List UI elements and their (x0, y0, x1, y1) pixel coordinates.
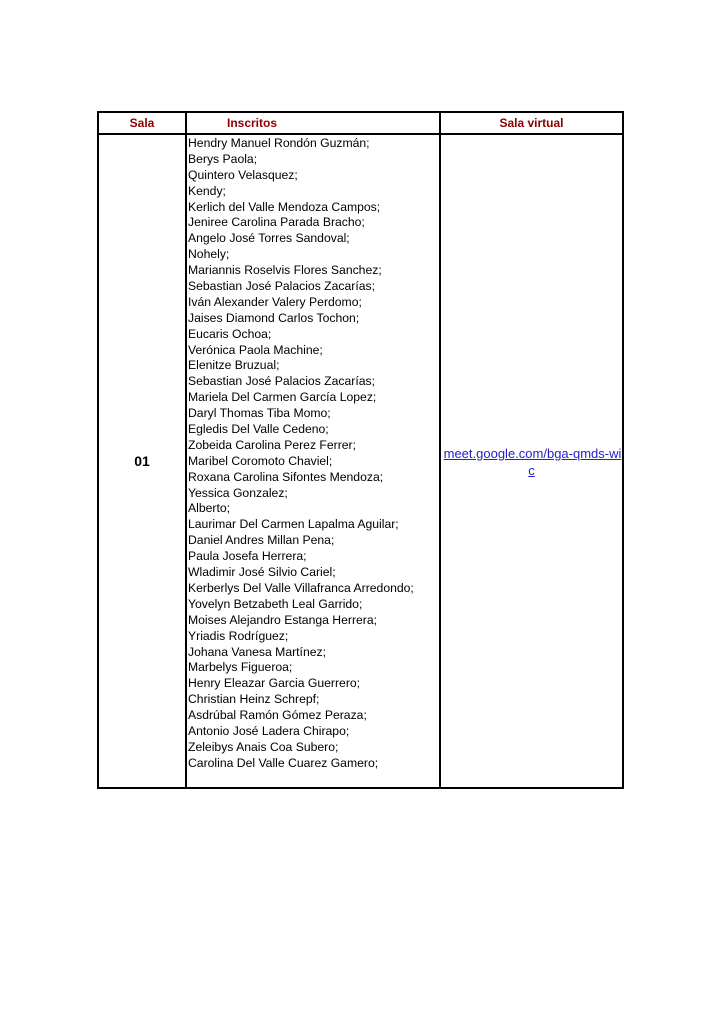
list-item: Berys Paola; (188, 151, 258, 166)
header-row (98, 112, 623, 134)
list-item: Carolina Del Valle Cuarez Gamero; (188, 755, 379, 770)
meet-link-continued[interactable]: c (528, 463, 535, 478)
list-item: Johana Vanesa Martínez; (188, 644, 326, 659)
list-item: Roxana Carolina Sifontes Mendoza; (188, 469, 384, 484)
meet-link[interactable]: meet.google.com/bga-qmds-wi (443, 446, 622, 461)
list-item: Yriadis Rodríguez; (188, 628, 289, 643)
inscritos-cell (186, 134, 440, 788)
list-item: Jaises Diamond Carlos Tochon; (188, 310, 360, 325)
list-item: Angelo José Torres Sandoval; (188, 231, 350, 246)
table-row (98, 134, 623, 788)
list-item: Iván Alexander Valery Perdomo; (188, 294, 362, 309)
list-item: Moises Alejandro Estanga Herrera; (188, 612, 378, 627)
header-inscritos (186, 112, 440, 134)
list-item: Kerlich del Valle Mendoza Campos; (188, 199, 381, 214)
table-body (98, 134, 623, 788)
list-item: Asdrúbal Ramón Gómez Peraza; (188, 708, 367, 723)
list-item: Elenitze Bruzual; (188, 358, 280, 373)
list-item: Mariannis Roselvis Flores Sanchez; (188, 263, 382, 278)
list-item: Zeleibys Anais Coa Subero; (188, 739, 339, 754)
list-item: Christian Heinz Schrepf; (188, 692, 320, 707)
header-inscritos-label: Inscritos (227, 116, 278, 130)
list-item: Eucaris Ochoa; (188, 326, 272, 341)
list-item: Henry Eleazar Garcia Guerrero; (188, 676, 361, 691)
list-item: Daryl Thomas Tiba Momo; (188, 406, 331, 421)
list-item: Hendry Manuel Rondón Guzmán; (188, 136, 370, 150)
sala-virtual-cell (440, 134, 623, 788)
list-item: Egledis Del Valle Cedeno; (188, 422, 329, 437)
list-item: Yovelyn Betzabeth Leal Garrido; (188, 596, 363, 611)
list-item: Zobeida Carolina Perez Ferrer; (188, 437, 356, 452)
list-item: Paula Josefa Herrera; (188, 549, 307, 564)
header-sala: Sala (98, 112, 186, 134)
inscritos-list (187, 135, 439, 772)
header-sala-virtual: Sala virtual (440, 112, 623, 134)
list-item: Nohely; (188, 247, 230, 262)
list-item: Verónica Paola Machine; (188, 342, 323, 357)
list-item: Antonio José Ladera Chirapo; (188, 723, 350, 738)
list-item: Quintero Velasquez; (188, 167, 298, 182)
list-item: Wladimir José Silvio Cariel; (188, 565, 336, 580)
list-item: Daniel Andres Millan Pena; (188, 533, 335, 548)
sala-number: 01 (98, 134, 186, 788)
table-header (98, 112, 623, 134)
list-item: Sebastian José Palacios Zacarías; (188, 279, 375, 294)
rooms-table (97, 111, 624, 789)
list-item: Yessica Gonzalez; (188, 485, 288, 500)
list-item: Kerberlys Del Valle Villafranca Arredondo; (188, 580, 414, 595)
list-item: Alberto; (188, 501, 231, 516)
list-item: Jeniree Carolina Parada Bracho; (188, 215, 365, 230)
list-item: Maribel Coromoto Chaviel; (188, 453, 333, 468)
list-item: Kendy; (188, 183, 226, 198)
list-item: Sebastian José Palacios Zacarías; (188, 374, 375, 389)
list-item: Laurimar Del Carmen Lapalma Aguilar; (188, 517, 399, 532)
list-item: Marbelys Figueroa; (188, 660, 293, 675)
list-item: Mariela Del Carmen García Lopez; (188, 390, 377, 405)
